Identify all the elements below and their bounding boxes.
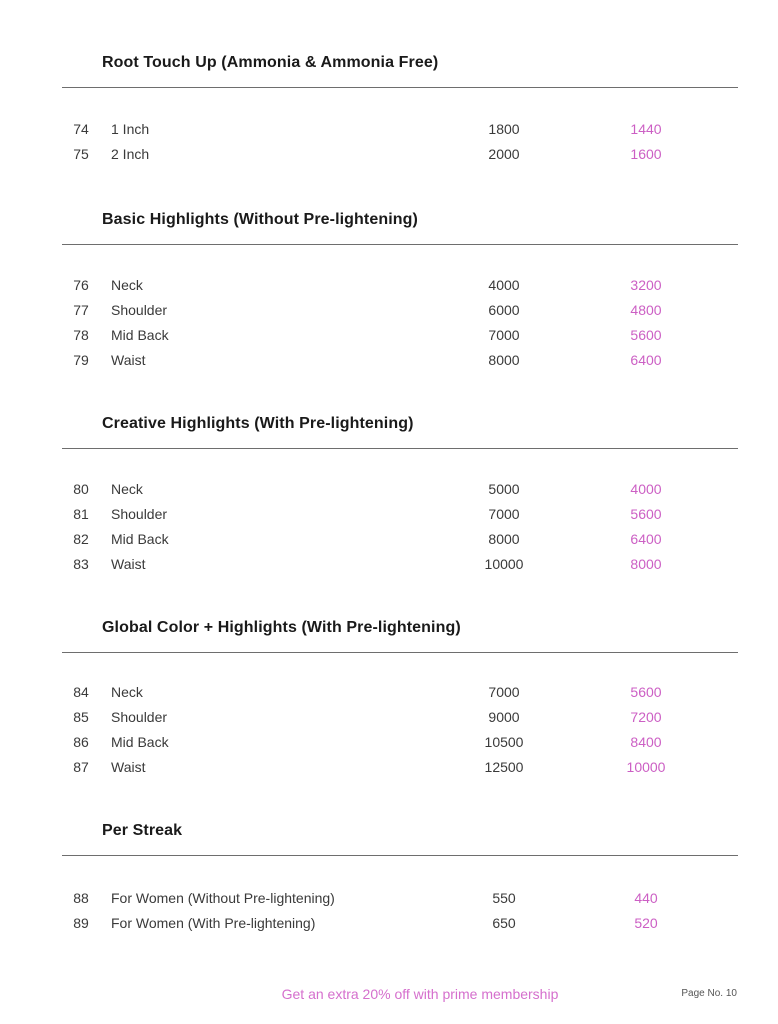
- item-name: For Women (With Pre-lightening): [111, 915, 316, 931]
- item-number: 85: [73, 709, 89, 725]
- item-price: 8000: [488, 531, 520, 547]
- price-row: [0, 531, 778, 551]
- item-number: 89: [73, 915, 89, 931]
- item-price: 2000: [488, 146, 520, 162]
- item-price: 4000: [488, 277, 520, 293]
- item-price: 5000: [488, 481, 520, 497]
- item-name: Shoulder: [111, 506, 168, 522]
- price-row: [0, 302, 778, 322]
- price-row: [0, 556, 778, 576]
- item-name: Mid Back: [111, 734, 169, 750]
- section-title: Per Streak: [102, 822, 183, 839]
- item-name: Shoulder: [111, 302, 168, 318]
- item-price: 7000: [488, 506, 520, 522]
- price-row: [0, 684, 778, 704]
- item-price: 550: [492, 890, 516, 906]
- item-offer-price: 520: [634, 915, 658, 931]
- item-name: Waist: [111, 556, 146, 572]
- item-offer-price: 1440: [630, 121, 662, 137]
- price-row: [0, 481, 778, 501]
- section-title: Creative Highlights (With Pre-lightening): [102, 415, 414, 432]
- item-price: 6000: [488, 302, 520, 318]
- page-number: Page No. 10: [681, 988, 737, 999]
- item-number: 79: [73, 352, 89, 368]
- price-row: [0, 734, 778, 754]
- item-name: Mid Back: [111, 531, 169, 547]
- price-row: [0, 915, 778, 935]
- section-divider: [62, 448, 738, 449]
- item-price: 8000: [488, 352, 520, 368]
- item-number: 81: [73, 506, 89, 522]
- item-price: 12500: [484, 759, 524, 775]
- price-row: [0, 759, 778, 779]
- item-price: 7000: [488, 684, 520, 700]
- item-offer-price: 8400: [630, 734, 662, 750]
- item-price: 9000: [488, 709, 520, 725]
- item-number: 84: [73, 684, 89, 700]
- item-price: 10500: [484, 734, 524, 750]
- item-number: 82: [73, 531, 89, 547]
- item-name: Neck: [111, 684, 143, 700]
- item-number: 80: [73, 481, 89, 497]
- item-name: Waist: [111, 352, 146, 368]
- price-row: [0, 121, 778, 141]
- item-name: Waist: [111, 759, 146, 775]
- prime-membership-promo: Get an extra 20% off with prime membership: [281, 986, 559, 1002]
- item-offer-price: 7200: [630, 709, 662, 725]
- price-row: [0, 506, 778, 526]
- item-number: 78: [73, 327, 89, 343]
- item-offer-price: 440: [634, 890, 658, 906]
- item-offer-price: 6400: [630, 531, 662, 547]
- item-number: 74: [73, 121, 89, 137]
- item-number: 75: [73, 146, 89, 162]
- section-divider: [62, 244, 738, 245]
- item-name: Neck: [111, 481, 143, 497]
- item-offer-price: 4800: [630, 302, 662, 318]
- item-number: 88: [73, 890, 89, 906]
- price-row: [0, 890, 778, 910]
- item-number: 83: [73, 556, 89, 572]
- item-price: 650: [492, 915, 516, 931]
- price-row: [0, 709, 778, 729]
- item-offer-price: 8000: [630, 556, 662, 572]
- item-name: 2 Inch: [111, 146, 150, 162]
- item-name: Shoulder: [111, 709, 168, 725]
- item-price: 7000: [488, 327, 520, 343]
- item-name: 1 Inch: [111, 121, 150, 137]
- section-title: Global Color + Highlights (With Pre-lightening): [102, 619, 461, 636]
- price-row: [0, 352, 778, 372]
- item-number: 76: [73, 277, 89, 293]
- item-offer-price: 5600: [630, 684, 662, 700]
- item-name: For Women (Without Pre-lightening): [111, 890, 335, 906]
- section-title: Basic Highlights (Without Pre-lightening): [102, 211, 418, 228]
- item-name: Mid Back: [111, 327, 169, 343]
- item-number: 77: [73, 302, 89, 318]
- item-name: Neck: [111, 277, 143, 293]
- item-number: 86: [73, 734, 89, 750]
- item-price: 1800: [488, 121, 520, 137]
- item-offer-price: 5600: [630, 506, 662, 522]
- section-divider: [62, 855, 738, 856]
- item-price: 10000: [484, 556, 524, 572]
- section-divider: [62, 87, 738, 88]
- item-offer-price: 5600: [630, 327, 662, 343]
- item-offer-price: 6400: [630, 352, 662, 368]
- item-offer-price: 4000: [630, 481, 662, 497]
- item-number: 87: [73, 759, 89, 775]
- section-divider: [62, 652, 738, 653]
- section-title: Root Touch Up (Ammonia & Ammonia Free): [102, 54, 439, 71]
- item-offer-price: 10000: [626, 759, 666, 775]
- price-row: [0, 146, 778, 166]
- price-row: [0, 327, 778, 347]
- item-offer-price: 1600: [630, 146, 662, 162]
- item-offer-price: 3200: [630, 277, 662, 293]
- price-row: [0, 277, 778, 297]
